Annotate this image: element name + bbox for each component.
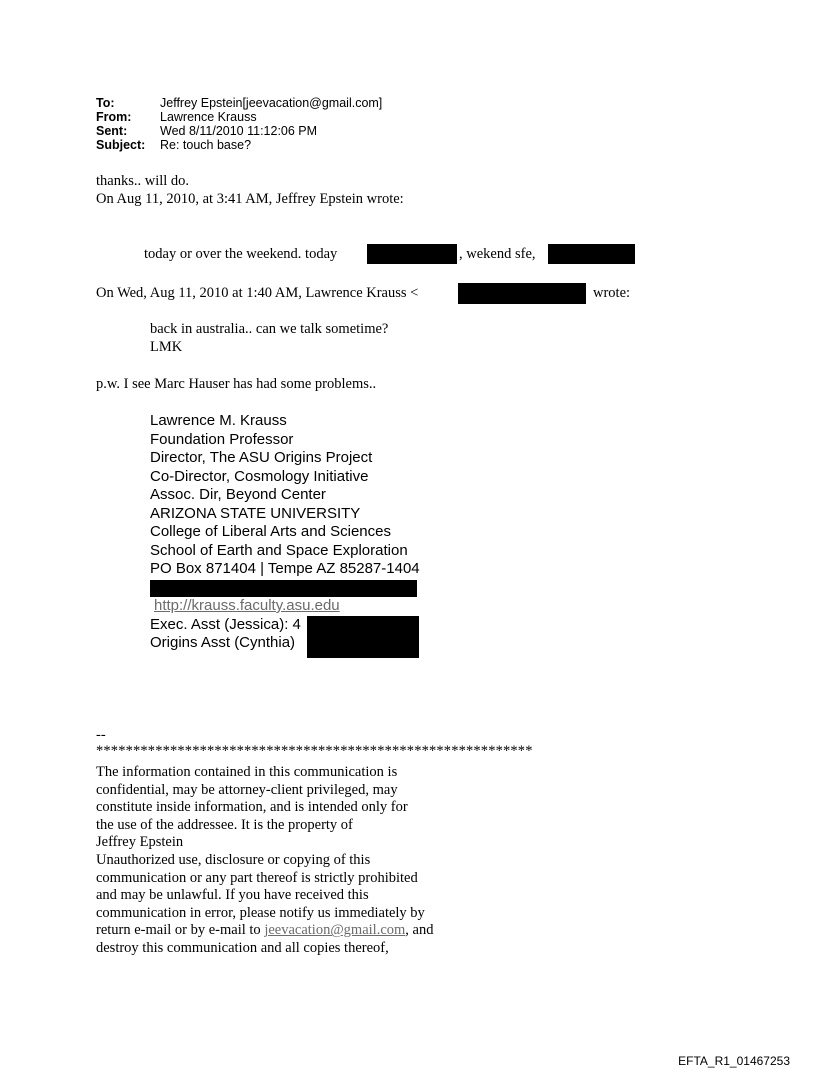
subject-label: Subject: [96,138,146,152]
from-value: Lawrence Krauss [160,110,257,124]
disclaimer-stars: *********************************************************** [96,743,533,759]
redaction-block [548,244,635,264]
disclaimer-return-line [96,922,433,940]
to-label: To: [96,96,115,110]
disclaimer-dashes: -- [96,727,106,743]
epstein-text-a: today or over the weekend. today [144,246,338,262]
signature-line: College of Liberal Arts and Sciences [150,523,391,540]
disclaimer-line: constitute inside information, and is intended only for [96,799,408,816]
disclaimer-line: confidential, may be attorney-client privileged, may [96,781,398,798]
signature-line: Lawrence M. Krauss [150,412,287,429]
signature-line: ARIZONA STATE UNIVERSITY [150,504,361,522]
quote-intro: On Aug 11, 2010, at 3:41 AM, Jeffrey Epstein wrote: [96,191,404,207]
pw-line: p.w. I see Marc Hauser has had some problems.. [96,376,377,392]
signature-line: Assoc. Dir, Beyond Center [150,486,326,503]
sent-value: Wed 8/11/2010 11:12:06 PM [160,124,318,138]
subject-value: Re: touch base? [160,138,252,152]
disclaimer-line: communication in error, please notify us immediately by [96,904,425,921]
signature-line: Co-Director, Cosmology Initiative [150,467,369,485]
disclaimer-line: Jeffrey Epstein [96,834,184,851]
redaction-block [307,616,419,658]
return-suffix: , and [405,922,434,939]
krauss-intro-a: On Wed, Aug 11, 2010 at 1:40 AM, Lawrence Krauss < [96,285,419,301]
krauss-intro-b: wrote: [593,285,631,301]
return-email-link[interactable]: jeevacation@gmail.com [264,922,406,939]
disclaimer-line: communication or any part thereof is strictly prohibited [96,869,418,886]
signature-line: PO Box 871404 | Tempe AZ 85287-1404 [150,560,420,577]
sent-label: Sent: [96,124,128,138]
exec-asst-line: Exec. Asst (Jessica): 4 [150,615,301,633]
from-label: From: [96,110,132,124]
signature-url-link[interactable]: http://krauss.faculty.asu.edu [154,597,340,614]
disclaimer-line: and may be unlawful. If you have received this [96,887,369,904]
krauss-line-1: back in australia.. can we talk sometime? [150,321,389,337]
signature-line: Foundation Professor [150,430,294,448]
krauss-line-2: LMK [150,339,183,355]
redaction-block [150,580,417,597]
signature-line: Director, The ASU Origins Project [150,449,373,466]
disclaimer-line: destroy this communication and all copies thereof, [96,940,389,956]
to-value: Jeffrey Epstein[jeevacation@gmail.com] [160,96,383,110]
redaction-block [458,283,586,304]
return-prefix: return e-mail or by e-mail to [96,922,265,939]
redaction-block [367,244,457,264]
disclaimer-line: the use of the addressee. It is the property of [96,816,353,833]
disclaimer-line: The information contained in this communication is [96,764,398,780]
epstein-text-b: , wekend sfe, [459,246,536,262]
disclaimer-line: Unauthorized use, disclosure or copying of this [96,852,371,868]
origins-asst-line: Origins Asst (Cynthia) [150,634,296,651]
reply-line: thanks.. will do. [96,173,190,189]
signature-url-row [154,597,340,616]
document-id: EFTA_R1_01467253 [678,1054,790,1068]
signature-line: School of Earth and Space Exploration [150,541,408,559]
